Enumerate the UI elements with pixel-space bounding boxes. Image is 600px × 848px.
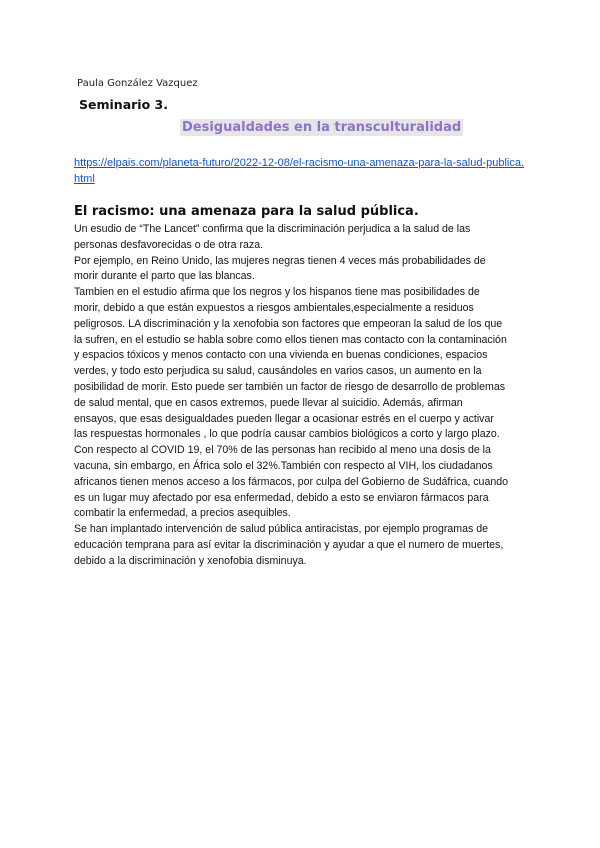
author-name: Paula González Vazquez: [77, 78, 198, 89]
body-line: Un esudio de “The Lancet” confirma que la discriminación perjudica a la salud de las: [74, 223, 471, 235]
body-line: Tambien en el estudio afirma que los negros y los hispanos tiene mas posibilidades de: [74, 286, 480, 299]
body-line: debido a la discriminación y xenofobia disminuya.: [74, 554, 307, 567]
body-line: Por ejemplo, en Reino Unido, las mujeres negras tienen 4 veces más probabilidades de: [74, 254, 486, 267]
body-line: y espacios tóxicos y menos contacto con una vivienda en buenas condiciones, espacios: [74, 349, 488, 362]
body-line: la sufren, en el estudio se habla sobre como ellos tienen mas contacto con la contaminación: [74, 333, 507, 346]
body-line: Se han implantado intervención de salud pública antiracistas, por ejemplo programas de: [74, 523, 488, 536]
link-line[interactable]: html: [74, 172, 95, 185]
body-line: vacuna, sin embargo, en África solo el 32%.También con respecto al VIH, los ciudadanos: [74, 459, 493, 472]
body-line: africanos tienen menos acceso a los fármacos, por culpa del Gobierno de Sudáfrica, cuando: [74, 475, 509, 488]
body-line: ensayos, que esas desigualdades pueden llegar a ocasionar estrés en el cuerpo y activar: [74, 412, 494, 425]
body-line: peligrosos. LA discriminación y la xenofobia son factores que empeoran la salud de los que: [74, 317, 503, 330]
body-line: combatir la enfermedad, a precios asequibles.: [74, 507, 291, 520]
seminar-label: Seminario 3.: [79, 97, 168, 112]
link-line[interactable]: https://elpais.com/planeta-futuro/2022-12-08/el-racismo-una-amenaza-para-la-salud-publica.: [74, 157, 525, 169]
body-line: educación temprana para así evitar la discriminación y ayudar a que el numero de muertes,: [74, 538, 504, 551]
article-heading: El racismo: una amenaza para la salud pública.: [74, 204, 419, 219]
article-link[interactable]: [74, 156, 534, 188]
body-line: personas desfavorecidas o de otra raza.: [74, 238, 264, 251]
article-body: [74, 222, 544, 570]
body-line: morir durante el parto que las blancas.: [74, 270, 255, 283]
body-line: verdes, y todo esto perjudica su salud, causándoles en varios casos, un aumento en la: [74, 365, 482, 378]
body-line: Con respecto al COVID 19, el 70% de las personas han recibido al meno una dosis de la: [74, 444, 491, 457]
body-line: es un lugar muy afectado por esa enfermedad, debido a esto se enviaron fármacos para: [74, 491, 489, 504]
body-line: morir, debido a que están expuestos a riesgos ambientales,especialmente a residuos: [74, 301, 474, 314]
body-line: las respuestas hormonales , lo que podría causar cambios biológicos a corto y largo plazo.: [74, 428, 500, 441]
document-title: Desigualdades en la transculturalidad: [182, 120, 462, 135]
body-line: de salud mental, que en casos extremos, puede llevar al suicidio. Además, afirman: [74, 396, 463, 409]
body-line: posibilidad de morir. Esto puede ser también un factor de riesgo de desarrollo de problemas: [74, 380, 506, 393]
